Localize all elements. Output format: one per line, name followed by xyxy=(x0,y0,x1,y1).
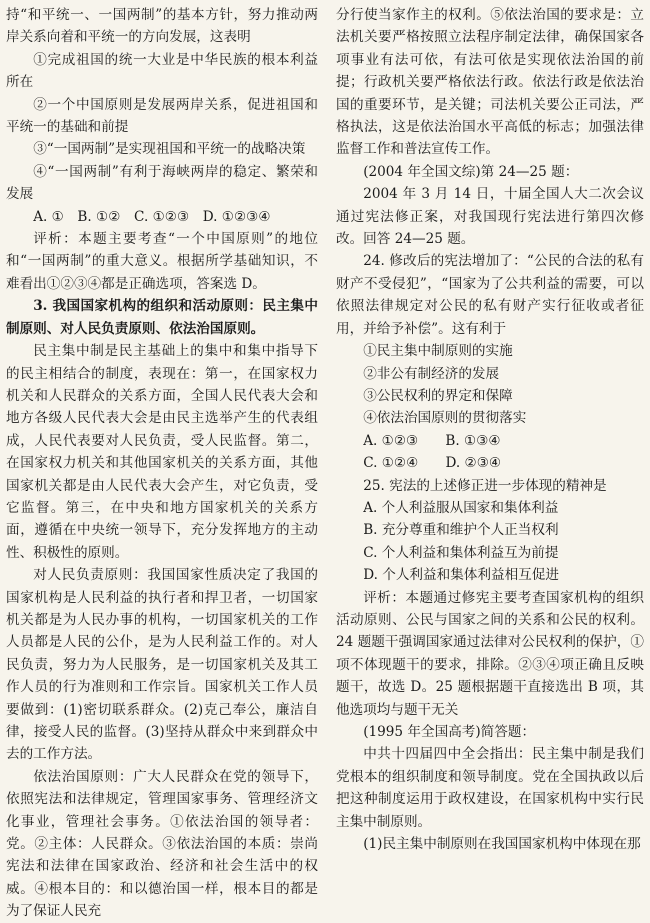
paragraph: 对人民负责原则：我国国家性质决定了我国的国家机构是人民利益的执行者和捍卫者，一切国家机关都是为人民办事的机构，一切国家机关的工作人员都是人民的公仆，是为人民利益工作的。对人民负责，努力为人民服务，是一切国家机关及其工作人员的行为准则和工作宗旨。国家机关工作人员要做到：(1)密切联系群众。(2)克己奉公，廉洁自律，接受人民的监督。(3)坚持从群众中来到群众中去的工作方法。 xyxy=(6,567,318,763)
paragraph: ④依法治国原则的贯彻落实 xyxy=(363,410,527,427)
paragraph: (1995 年全国高考)简答题： xyxy=(363,724,536,740)
paragraph: (1)民主集中制原则在我国国家机构中体现在那 xyxy=(363,836,641,853)
paragraph: 24. 修改后的宪法增加了：“公民的合法的私有财产不受侵犯”，“国家为了公共利益的需要，可以依照法律规定对公民的私有财产实行征收或者征用，并给予补偿”。这有利于 xyxy=(336,253,644,337)
paragraph: ①民主集中制原则的实施 xyxy=(363,343,513,360)
paragraph: ③公民权利的界定和保障 xyxy=(363,387,513,404)
paragraph: 25. 宪法的上述修正进一步体现的精神是 xyxy=(363,477,607,494)
paragraph: ②非公有制经济的发展 xyxy=(363,365,500,382)
paragraph: (2004 年全国文综)第 24—25 题： xyxy=(363,163,579,180)
paragraph: B. 充分尊重和维护个人正当权利 xyxy=(363,522,559,539)
paragraph: C. 个人利益和集体利益互为前提 xyxy=(363,544,559,561)
paragraph: 评析：本题主要考查“一个中国原则”的地位和“一国两制”的重大意义。根据所学基础知识，不难看出①②③④都是正确选项，答案选 D。 xyxy=(6,231,318,292)
paragraph: 2004 年 3 月 14 日，十届全国人大二次会议通过宪法修正案，对我国现行宪法进行第四次修改。回答 24—25 题。 xyxy=(336,186,644,248)
paragraph: D. 个人利益和集体利益相互促进 xyxy=(363,567,559,584)
paragraph: 中共十四届四中全会指出：民主集中制是我们党根本的组织制度和领导制度。党在全国执政以后把这种制度运用于政权建设，在国家机构中实行民主集中制原则。 xyxy=(336,746,644,830)
paragraph: 评析：本题通过修宪主要考查国家机构的组织活动原则、公民与国家之间的关系和公民的权利。24 题题干强调国家通过法律对公民权利的保护，①项不体现题干的要求，排除。②③④项正确且反映题干，故选 D。25 题根据题干直接选出 B 项，其他选项均与题干无关 xyxy=(336,589,644,718)
left-column xyxy=(6,4,318,923)
paragraph: 3. 我国国家机构的组织和活动原则：民主集中制原则、对人民负责原则、依法治国原则。 xyxy=(6,298,318,337)
paragraph: 民主集中制是民主基础上的集中和集中指导下的民主相结合的制度，表现在：第一，在国家权力机关和人民群众的关系方面，全国人民代表大会和地方各级人民代表大会是由民主选举产生的代表组成，人民代表要对人民负责，受人民监督。第二，在国家权力机关和其他国家机关的关系方面，其他国家机关都是由人民代表大会产生，对它负责，受它监督。第三，在中央和地方国家机关的关系方面，遵循在中央统一领导下，充分发挥地方的主动性、积极性的原则。 xyxy=(6,343,318,561)
paragraph: ④“一国两制”有利于海峡两岸的稳定、繁荣和发展 xyxy=(6,163,318,203)
paragraph: A. 个人利益服从国家和集体利益 xyxy=(363,499,559,516)
paragraph: 持“和平统一、一国两制”的基本方针，努力推动两岸关系向着和平统一的方向发展，这表明 xyxy=(6,7,318,46)
paragraph: ①完成祖国的统一大业是中华民族的根本利益所在 xyxy=(6,51,318,91)
paragraph: ②一个中国原则是发展两岸关系，促进祖国和平统一的基础和前提 xyxy=(6,96,318,136)
right-column xyxy=(336,4,644,855)
paragraph: 依法治国原则：广大人民群众在党的领导下，依照宪法和法律规定，管理国家事务、管理经济文化事业，管理社会事务。①依法治国的领导者：党。②主体：人民群众。③依法治国的本质：崇尚宪法和法律在国家政治、经济和社会生活中的权威。④根本目的：和以德治国一样，根本目的都是为了保证人民充 xyxy=(6,768,318,920)
paragraph: C. ①②④ D. ②③④ xyxy=(363,455,502,472)
paragraph: 分行使当家作主的权利。⑤依法治国的要求是：立法机关要严格按照立法程序制定法律，确保国家各项事业有法可依，有法可依是实现依法治国的前提；行政机关要严格依法行政。依法行政是依法治国的重要环节，是关键；司法机关要公正司法，严格执法，这是依法治国水平高低的标志；加强法律监督工作和普法宣传工作。 xyxy=(336,7,644,158)
paragraph: A. ①②③ B. ①③④ xyxy=(363,432,501,449)
paragraph: A. ① B. ①② C. ①②③ D. ①②③④ xyxy=(33,208,271,225)
paragraph: ③“一国两制”是实现祖国和平统一的战略决策 xyxy=(33,141,306,158)
